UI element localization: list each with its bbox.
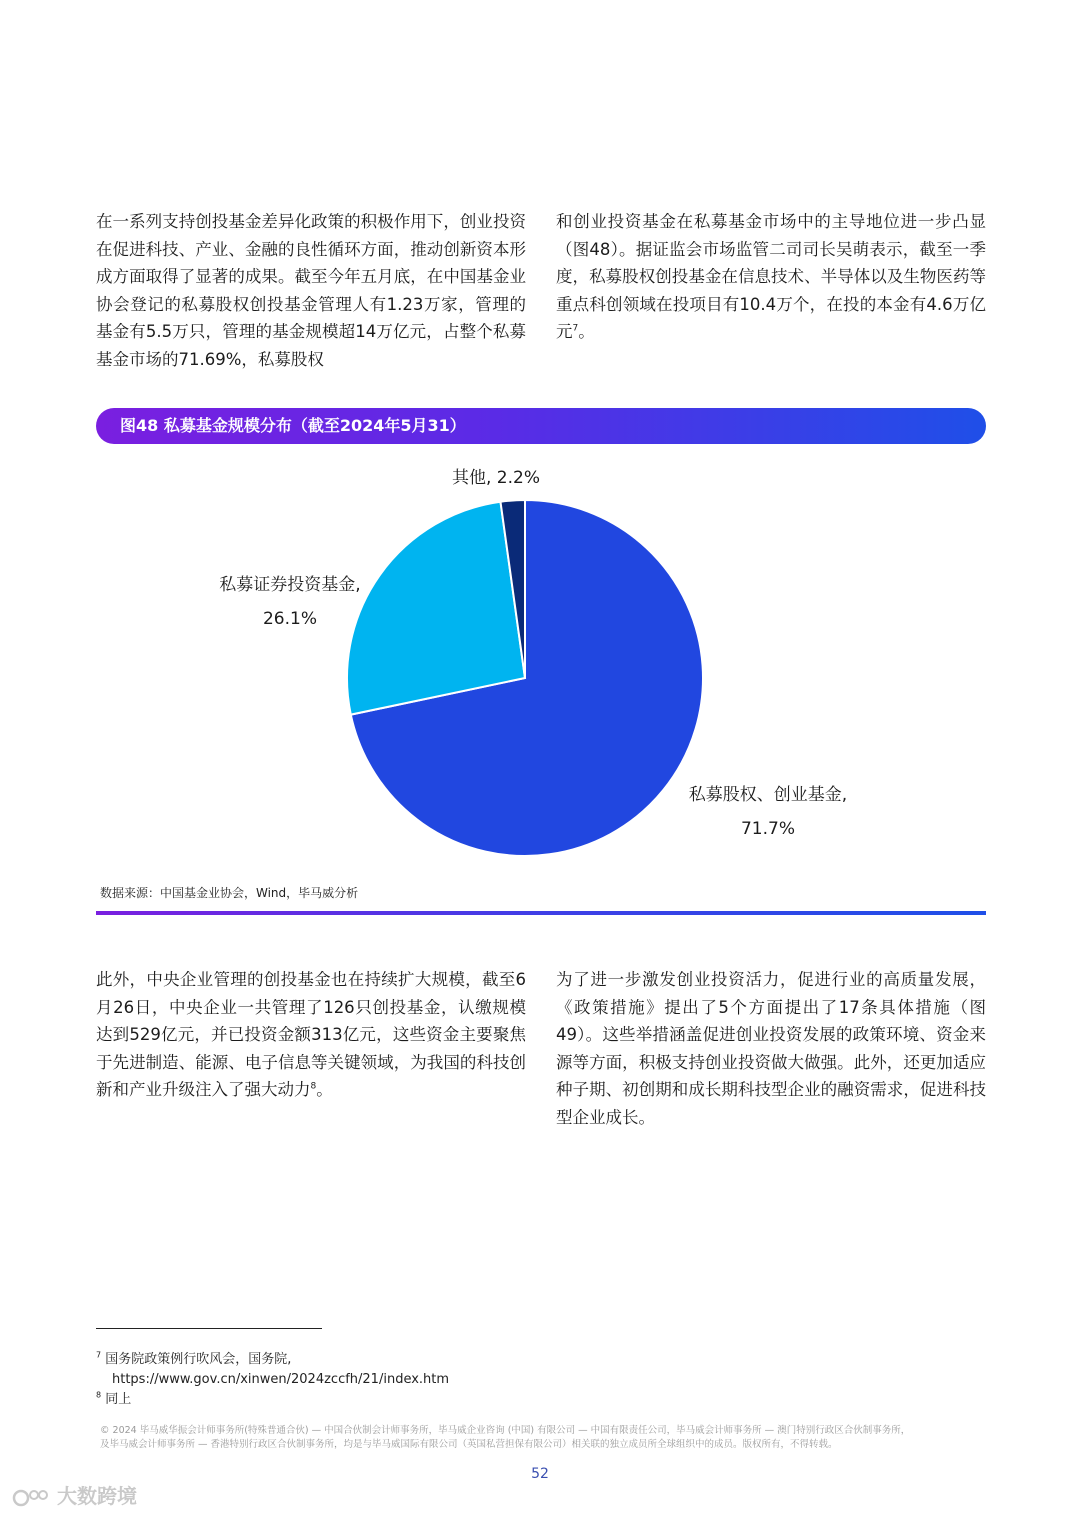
footnote-7: $^7$ 国务院政策例行吹风会，国务院, <box>96 1350 292 1367</box>
legal-notice-line-1: © 2024 毕马威华振会计师事务所(特殊普通合伙) — 中国合伙制会计师事务所，毕马威企业咨询 (中国) 有限公司 — 中国有限责任公司，毕马威会计师事务所 — 澳门特别行政区合伙制事务所， <box>100 1425 911 1436</box>
pie-slices <box>347 500 703 856</box>
pie-chart <box>0 450 1080 880</box>
body-paragraph-4: 为了进一步激发创业投资活力，促进行业的高质量发展，《政策措施》提出了5个方面提出了17条具体措施（图49）。这些举措涵盖促进创业投资发展的政策环境、资金来源等方面，积极支持创业投资做大做强。此外，还更加适应种子期、初创期和成长期科技型企业的融资需求，促进科技型企业成长。 <box>556 970 986 1127</box>
page-number: 52 <box>531 1466 549 1482</box>
watermark-logo-icon <box>12 1485 50 1511</box>
footnote-divider <box>96 1328 322 1329</box>
figure-divider <box>96 911 986 915</box>
data-source: 数据来源：中国基金业协会，Wind，毕马威分析 <box>100 886 359 900</box>
pie-label-2-value: 26.1% <box>262 609 318 629</box>
footnote-ref-7[interactable]: 7 <box>572 323 579 334</box>
pie-label-1-value: 71.7% <box>740 819 796 839</box>
body-paragraph-1: 在一系列支持创投基金差异化政策的积极作用下，创业投资在促进科技、产业、金融的良性循环方面，推动创新资本形成方面取得了显著的成果。截至今年五月底，在中国基金业协会登记的私募股权创投基金管理人有1.23万家，管理的基金有5.5万只，管理的基金规模超14万亿元，占整个私募基金市场的71.69%，私募股权 <box>96 212 526 369</box>
pie-label-3-name: 其他, 2.2% <box>452 468 540 488</box>
footnote-ref-8[interactable]: 8 <box>310 1081 317 1092</box>
pie-label-2-name: 私募证券投资基金, <box>219 575 361 595</box>
pie-label-1-name: 私募股权、创业基金, <box>688 785 848 805</box>
footnote-8: $^8$ 同上 <box>96 1390 132 1407</box>
figure-title: 图48 私募基金规模分布（截至2024年5月31） <box>120 416 466 435</box>
footnote-7-link[interactable]: https://www.gov.cn/xinwen/2024zccfh/21/index.htm <box>112 1372 450 1387</box>
body-paragraph-3: 此外，中央企业管理的创投基金也在持续扩大规模，截至6月26日，中央企业一共管理了126只创投基金，认缴规模达到529亿元，并已投资金额313亿元，这些资金主要聚焦于先进制造、能源、电子信息等关键领域，为我国的科技创新和产业升级注入了强大动力$^8$。 <box>96 970 526 1100</box>
watermark-text: 大数跨境 <box>56 1484 137 1508</box>
figure-title-bar <box>96 408 986 444</box>
watermark <box>12 1480 137 1511</box>
body-paragraph-2: 和创业投资基金在私募基金市场中的主导地位进一步凸显（图48）。据证监会市场监管二司司长吴萌表示，截至一季度，私募股权创投基金在信息技术、半导体以及生物医药等重点科创领域在投项目有10.4万个，在投的本金有4.6万亿元$^7$。 <box>556 212 986 342</box>
legal-notice-line-2: 及毕马威会计师事务所 — 香港特别行政区合伙制事务所，均是与毕马威国际有限公司（英国私营担保有限公司）相关联的独立成员所全球组织中的成员。版权所有，不得转载。 <box>100 1439 838 1450</box>
pie-slice-2 <box>347 502 525 715</box>
